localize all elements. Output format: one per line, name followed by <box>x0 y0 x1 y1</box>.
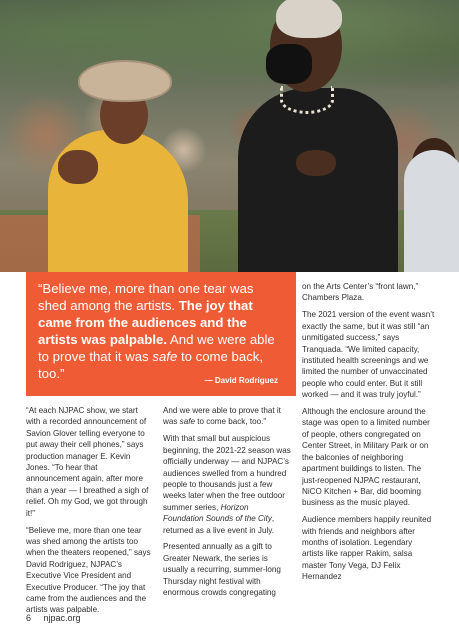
pearl-necklace <box>280 86 334 114</box>
pull-quote-bold: The joy that came from the audiences and the artists was palpable. <box>38 298 253 347</box>
text-run: And we were able to prove that it was <box>163 406 281 427</box>
pull-quote-part3: And we were able to prove that it was <box>38 332 275 364</box>
text-run: , returned as a live event in July. <box>163 514 275 535</box>
article-column-2 <box>163 405 291 604</box>
paragraph: “At each NJPAC show, we start with a recorded announcement of Savion Glover telling everyone to put away their cell phones,” says production manager E. Kevin Jones. “To hear that announcement again, after more than a year — I breathed a sigh of relief. Oh my God, we got through it!” <box>26 406 149 518</box>
text-run: With that small but auspicious beginning, the 2021-22 season was officially underway — and NJPAC’s audiences swelled from a hundred people to thousands just a few weeks later when the free outdoor summer series, <box>163 434 291 512</box>
article-column-3 <box>302 281 436 588</box>
woman-hand-on-chest <box>296 150 336 176</box>
straw-hat <box>78 60 172 102</box>
pull-quote-part4: to come back, too.” <box>38 349 264 381</box>
paragraph: “Believe me, more than one tear was shed among the artists too when the theaters reopened,” says David Rodriguez, NJPAC’s Executive Vice President and Executive Producer. “The joy that came from the audiences and the artists was palpable. <box>26 525 151 615</box>
pull-quote-part1: “Believe me, more than one tear was shed among the artists. <box>38 281 254 313</box>
face-mask <box>266 44 312 84</box>
hero-photo <box>0 0 459 272</box>
footer-site-link[interactable]: njpac.org <box>43 613 81 623</box>
text-run-italic: Horizon Foundation Sounds of the City <box>163 502 272 524</box>
article-column-1 <box>26 405 152 621</box>
text-run-italic: safe <box>179 417 195 427</box>
pull-quote-italic: safe <box>152 349 178 364</box>
paragraph <box>163 405 291 428</box>
woman-in-black-outfit <box>238 88 398 272</box>
paragraph: The 2021 version of the event wasn’t exactly the same, but it was still “an unmitigated success,” says Tranquada. “We limited capacity, instituted health screenings and we limited the number of unvaccinated people who could enter. But it still worked — and it was truly joyful.” <box>302 310 435 400</box>
paragraph <box>163 433 291 536</box>
gray-hair <box>276 0 342 38</box>
paragraph: on the Arts Center’s “front lawn,” Chambers Plaza. <box>302 282 419 303</box>
paragraph: Audience members happily reunited with friends and neighbors after months of isolation. Legendary artists like rapper Rakim, salsa master Tony Vega, DJ Felix Hernandez <box>302 515 432 582</box>
text-run: to come back, too.” <box>194 417 267 427</box>
page-footer <box>26 613 81 623</box>
paragraph: Although the enclosure around the stage was open to a limited number of people, others congregated on Center Street, in Military Park or on the balconies of neighboring apartment buildings to listen. The just-reopened NJPAC restaurant, NiCO Kitchen + Bar, did booming business as the music played. <box>302 407 430 508</box>
child-figure <box>404 150 459 272</box>
page-number: 6 <box>26 613 32 623</box>
woman-hands-clasped <box>58 150 98 184</box>
pull-quote <box>26 272 296 396</box>
paragraph: Presented annually as a gift to Greater Newark, the series is usually a recurring, summer-long Thursday night festival with enormous crowds congregating <box>163 542 281 598</box>
pull-quote-attribution: — David Rodriguez <box>204 376 278 385</box>
pull-quote-text <box>38 280 284 382</box>
